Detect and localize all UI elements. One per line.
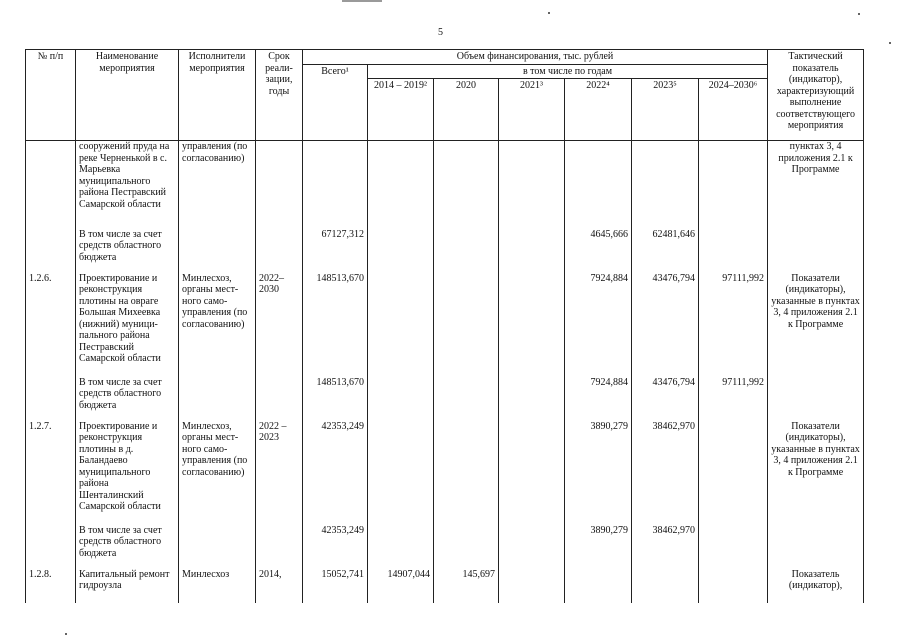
table-body	[26, 141, 864, 603]
row-2021	[499, 519, 565, 563]
row-2024-2030: 97111,992	[699, 371, 768, 415]
row-name: В том числе за счет средств областного бюджета	[76, 519, 179, 563]
row-executors	[179, 223, 256, 267]
row-term: 2014,	[256, 563, 303, 603]
row-total: 148513,670	[303, 371, 368, 415]
row-2021	[499, 141, 565, 223]
row-2023: 43476,794	[632, 267, 699, 371]
row-2014-2019	[368, 223, 434, 267]
row-indicator	[768, 223, 864, 267]
table-row	[26, 415, 864, 519]
row-number: 1.2.7.	[26, 415, 76, 519]
row-indicator	[768, 371, 864, 415]
row-term	[256, 371, 303, 415]
row-name: Проектирование и реконструкция плотины в д. Баландаево муниципального района Шенталинский Самарской области	[76, 415, 179, 519]
scan-speck	[889, 42, 891, 44]
row-total: 42353,249	[303, 415, 368, 519]
row-2022	[565, 141, 632, 223]
row-2022: 3890,279	[565, 415, 632, 519]
row-total: 67127,312	[303, 223, 368, 267]
row-2014-2019: 14907,044	[368, 563, 434, 603]
row-executors: Минлесхоз, органы мест-ного само-управления (по согласованию)	[179, 267, 256, 371]
row-2020	[434, 267, 499, 371]
row-name: Проектирование и реконструкция плотины на овраге Большая Михеевка (нижний) муници-пального района Пестравский Самарской области	[76, 267, 179, 371]
row-2014-2019	[368, 371, 434, 415]
row-indicator: Показатель (индикатор),	[768, 563, 864, 603]
row-2024-2030	[699, 415, 768, 519]
row-name: В том числе за счет средств областного бюджета	[76, 371, 179, 415]
table-row	[26, 141, 864, 223]
header-term: Срок реали-зации, годы	[256, 50, 303, 141]
row-2022: 3890,279	[565, 519, 632, 563]
scan-speck	[858, 13, 860, 15]
header-executors: Исполнители мероприятия	[179, 50, 256, 141]
row-2023	[632, 563, 699, 603]
row-2014-2019	[368, 519, 434, 563]
row-executors	[179, 371, 256, 415]
header-total: Всего¹	[303, 64, 368, 141]
row-2023: 38462,970	[632, 415, 699, 519]
row-number	[26, 519, 76, 563]
header-num: № п/п	[26, 50, 76, 141]
row-number	[26, 141, 76, 223]
row-total: 148513,670	[303, 267, 368, 371]
header-year: 2020	[434, 79, 499, 141]
row-name: В том числе за счет средств областного бюджета	[76, 223, 179, 267]
row-2023: 62481,646	[632, 223, 699, 267]
row-executors	[179, 519, 256, 563]
header-year: 2022⁴	[565, 79, 632, 141]
row-2020	[434, 371, 499, 415]
row-2024-2030	[699, 563, 768, 603]
row-2020: 145,697	[434, 563, 499, 603]
scan-speck	[65, 633, 67, 635]
row-indicator: Показатели (индикаторы), указанные в пунктах 3, 4 приложения 2.1 к Программе	[768, 415, 864, 519]
row-2020	[434, 519, 499, 563]
row-2014-2019	[368, 141, 434, 223]
row-2024-2030	[699, 141, 768, 223]
row-number: 1.2.6.	[26, 267, 76, 371]
row-2021	[499, 267, 565, 371]
row-indicator: Показатели (индикаторы), указанные в пунктах 3, 4 приложения 2.1 к Программе	[768, 267, 864, 371]
row-2021	[499, 223, 565, 267]
row-2020	[434, 415, 499, 519]
row-term: 2022 – 2023	[256, 415, 303, 519]
row-2020	[434, 141, 499, 223]
row-2022: 7924,884	[565, 267, 632, 371]
row-term	[256, 141, 303, 223]
row-term	[256, 223, 303, 267]
row-executors: Минлесхоз	[179, 563, 256, 603]
row-2022: 7924,884	[565, 371, 632, 415]
scan-speck	[548, 12, 550, 14]
row-2023: 38462,970	[632, 519, 699, 563]
table-row	[26, 267, 864, 371]
financing-table	[25, 49, 864, 603]
header-name: Наименование мероприятия	[76, 50, 179, 141]
header-year: 2021³	[499, 79, 565, 141]
row-2021	[499, 415, 565, 519]
page-number: 5	[438, 27, 443, 38]
header-including: в том числе по годам	[368, 64, 768, 79]
row-name: Капитальный ремонт гидроузла	[76, 563, 179, 603]
row-indicator: пунктах 3, 4 приложения 2.1 к Программе	[768, 141, 864, 223]
row-number	[26, 371, 76, 415]
table-row	[26, 371, 864, 415]
row-name: сооружений пруда на реке Черненькой в с. Марьевка муниципального района Пестравский Самарской области	[76, 141, 179, 223]
row-2014-2019	[368, 267, 434, 371]
row-executors: Минлесхоз, органы мест-ного само-управления (по согласованию)	[179, 415, 256, 519]
header-financing: Объем финансирования, тыс. рублей	[303, 50, 768, 65]
row-number: 1.2.8.	[26, 563, 76, 603]
row-total: 15052,741	[303, 563, 368, 603]
row-2023	[632, 141, 699, 223]
row-2024-2030	[699, 223, 768, 267]
header-year: 2023⁵	[632, 79, 699, 141]
row-2024-2030	[699, 519, 768, 563]
row-2021	[499, 563, 565, 603]
row-indicator	[768, 519, 864, 563]
table-header	[26, 50, 864, 141]
row-2024-2030: 97111,992	[699, 267, 768, 371]
row-term	[256, 519, 303, 563]
row-executors: управления (по согласованию)	[179, 141, 256, 223]
header-indicator: Тактический показатель (индикатор), характеризующий выполнение соответствующего мероприятия	[768, 50, 864, 141]
header-year: 2024–2030⁶	[699, 79, 768, 141]
row-number	[26, 223, 76, 267]
row-total	[303, 141, 368, 223]
row-total: 42353,249	[303, 519, 368, 563]
row-2023: 43476,794	[632, 371, 699, 415]
row-2021	[499, 371, 565, 415]
row-2020	[434, 223, 499, 267]
row-2022: 4645,666	[565, 223, 632, 267]
scan-mark	[342, 0, 382, 2]
table-row	[26, 563, 864, 603]
header-year: 2014 – 2019²	[368, 79, 434, 141]
row-term: 2022–2030	[256, 267, 303, 371]
table-row	[26, 223, 864, 267]
row-2014-2019	[368, 415, 434, 519]
row-2022	[565, 563, 632, 603]
table-row	[26, 519, 864, 563]
